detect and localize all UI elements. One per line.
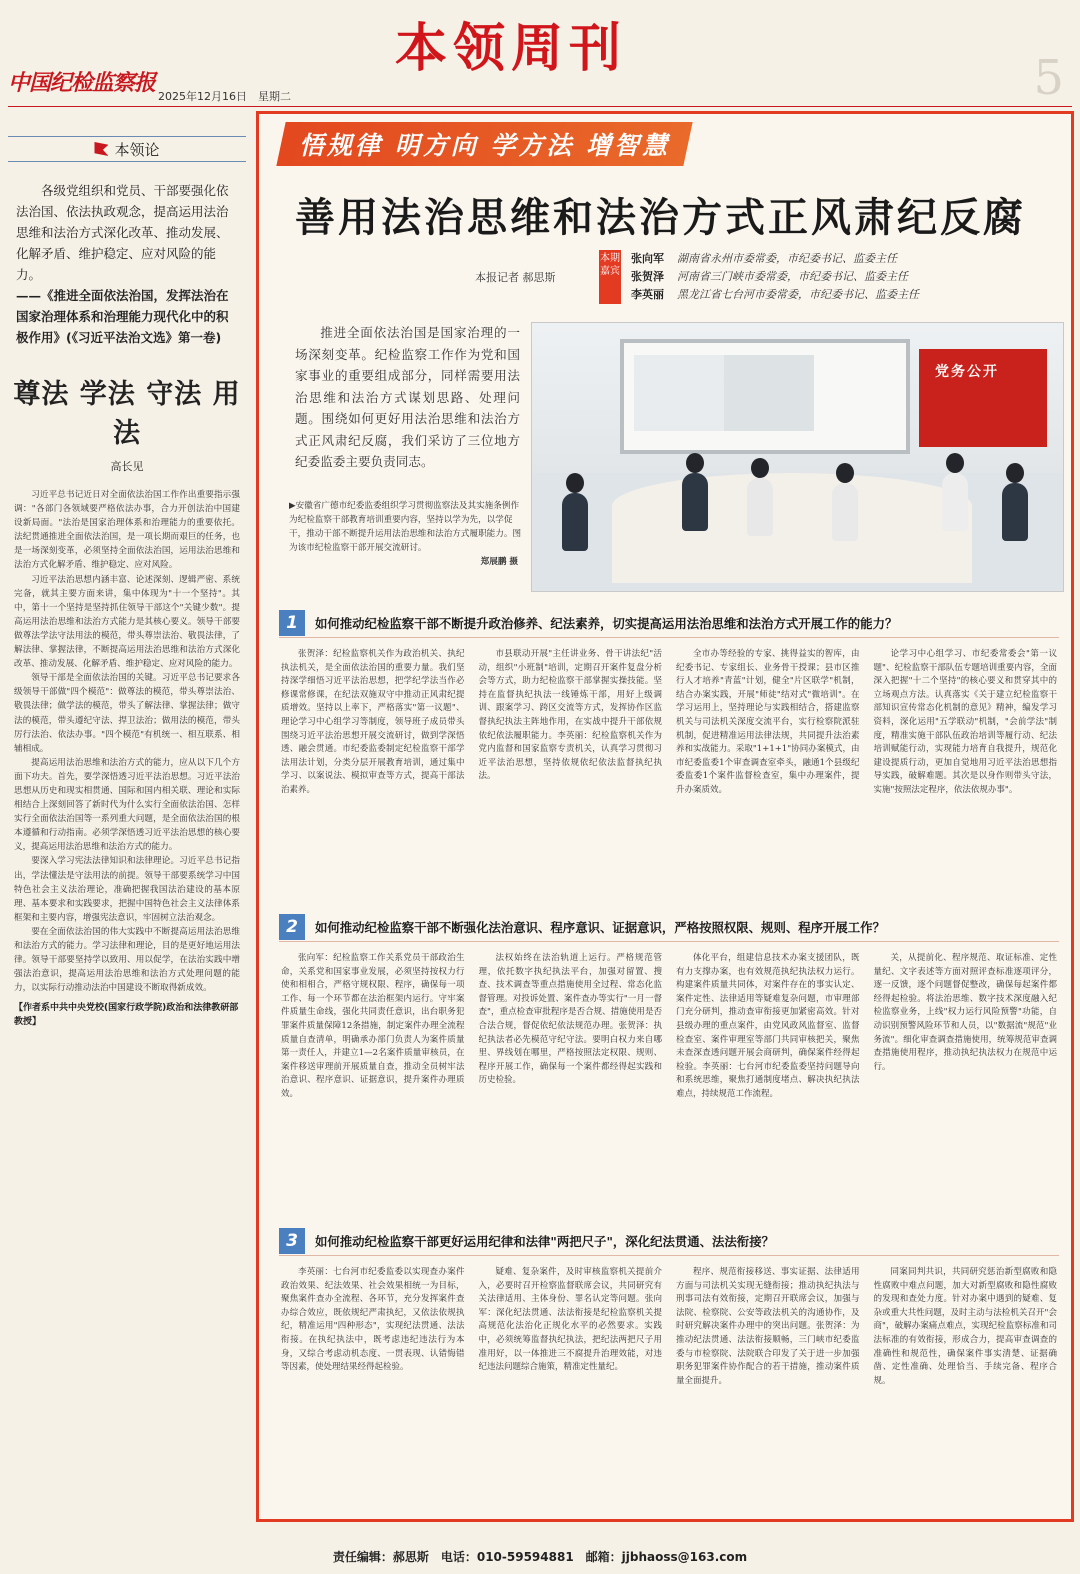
commentary-paragraph: 领导干部是全面依法治国的关键。习近平总书记要求各级领导干部做"四个模范"：做尊法的模范，带头尊崇法治、敬畏法律；做学法的模范，带头了解法律、掌握法律；做守法的模范，带头遵纪守法、捍卫法治；做用法的模范，带头厉行法治、依法办事。"四个模范"有机统一、相互联系、相辅相成。 [14, 673, 240, 754]
photo-credit: 郑展鹏 摄 [480, 557, 518, 567]
masthead-rule [8, 106, 1072, 107]
commentary-column [8, 136, 246, 1516]
question-text: 如何推动纪检监察干部更好运用纪律和法律"两把尺子"，深化纪法贯通、法法衔接？ [315, 1233, 774, 1249]
person [682, 473, 708, 531]
question-number: 2 [279, 914, 305, 940]
question-text: 如何推动纪检监察干部不断强化法治意识、程序意识、证据意识，严格按照权限、规则、程序开展工作？ [315, 919, 885, 935]
question-heading [279, 608, 1059, 638]
commentary-paragraph: 习近平总书记近日对全面依法治国工作作出重要指示强调："各部门各领域要严格依法办事，合力开创法治中国建设新局面。"法治是国家治理体系和治理能力的重要依托。法纪贯通推进全面依法治国，是一项长期而艰巨的任务，也是一场深刻变革，必须坚持全面依法治国，运用法治思维和法治方式化解矛盾、维护稳定、应对风险。 [14, 490, 240, 571]
answer-column [874, 952, 1058, 1214]
question-number: 3 [279, 1228, 305, 1254]
commentary-body [8, 488, 246, 995]
question-text: 如何推动纪检监察干部不断提升政治修养、纪法素养，切实提高运用法治思维和法治方式开展工作的能力？ [315, 615, 898, 631]
meeting-photo [531, 322, 1064, 592]
answer-column [676, 1266, 860, 1516]
article-headline: 善用法治思维和法治方式正风肃纪反腐 [295, 194, 1026, 241]
guest-title: 河南省三门峡市委常委，市纪委书记、监委主任 [677, 270, 908, 283]
answer-text: 李英丽：七台河市纪委监委以实现查办案件政治效果、纪法效果、社会效果相统一为目标，聚焦案件查办全流程、各环节，充分发挥案件查办综合效应，既依规纪严肃执纪，又依法依规执纪，精准运用"四种形态"，实现纪法贯通、法法衔接。在执纪执法中，既考虑违纪违法行为本身，又综合考虑动机态度、一贯表现、认错悔错等因素，使处理结果经得起检验。 [281, 1267, 465, 1373]
guest-item [631, 286, 919, 304]
wall-sign-text: 党务公开 [935, 364, 999, 380]
guest-name: 张贺泽 [631, 270, 664, 283]
answer-text: 法权始终在法治轨道上运行。严格规范管理，依托数字执纪执法平台，加强对留置、搜查、技术调查等重点措施使用全过程、常态化监督管理。对投诉处置、案件查办等实行"一月一督查"，重点检查审批程序是否合规、措施使用是否合法合规，督促依纪依法规范办理。张贺泽：执纪执法者必先模范守纪守法。要明白权力来自哪里、界线划在哪里，严格按照法定权限、规则、程序开展工作，确保每一个案件都经得起实践和历史检验。 [478, 953, 662, 1086]
answer-text: 体化平台，组建信息技术办案支援团队，既有力支撑办案，也有效规范执纪执法权力运行。构建案件质量共同体，对案件存在的事实认定、案件定性、法律适用等疑难复杂问题，市审理部门充分研判，推动查审衔接更加紧密高效。针对县级办理的重点案件，由党风政风监督室、监督检查室、案件审理室等部门共同审核把关，聚焦未查深查透问题开展会商研判，确保案件经得起检验。李英丽：七台河市纪委监委坚持问题导向和系统思维，聚焦打通制度堵点、解决执纪执法难点，持续规范工作流程。 [676, 953, 860, 1099]
guest-name: 张向军 [631, 252, 664, 265]
guest-item [631, 250, 919, 268]
answer-column [281, 648, 465, 898]
person-head [686, 453, 704, 473]
answer-columns [281, 648, 1057, 898]
person-head [1006, 463, 1024, 483]
person [942, 473, 968, 531]
conference-table [612, 473, 972, 583]
commentary-title: 尊法 学法 守法 用法 [13, 379, 241, 449]
answer-text: 市县联动开展"主任讲业务、骨干讲法纪"活动，组织"小班制"培训，定期召开案件复盘分析会等方式，助力纪检监察干部掌握实操技能。坚持在监督执纪执法一线锤炼干部，用好上级调训、跟案学习、跨区交流等方式，发挥协作区监督执纪执法主阵地作用，在实战中提升干部依规依纪依法履职能力。李英丽：纪检监察机关作为党内监督和国家监察专责机关，认真学习贯彻习近平法治思想，坚持依规依纪依法监督执纪执法。 [478, 649, 662, 782]
answer-text: 张贺泽：纪检监察机关作为政治机关、执纪执法机关，是全面依法治国的重要力量。我们坚持深学细悟习近平法治思想，把学纪学法当作必修课常修课，在纪法双施双守中推动正风肃纪提质增效。坚持以上率下，严格落实"第一议题"、理论学习中心组学习等制度，领导班子成员带头围绕习近平法治思想开展交流研讨，做到学深悟透、融会贯通。市纪委监委制定纪检监察干部学法用法计划，分类分层开展教育培训，通过集中学习、以案说法、模拟审查等方式，提高干部法治素养。 [281, 649, 465, 795]
answer-column [281, 1266, 465, 1516]
person [747, 478, 773, 536]
flag-icon [94, 142, 108, 156]
question-number: 1 [279, 610, 305, 636]
guest-title: 湖南省永州市委常委，市纪委书记、监委主任 [677, 252, 897, 265]
section-title: 本领周刊 [395, 19, 628, 79]
answer-text: 同案同判共识，共同研究惩治新型腐败和隐性腐败中难点问题，加大对新型腐败和隐性腐败的发现和查处力度。针对办案中遇到的疑难、复杂或重大共性问题，及时主动与法检机关召开"会商"，破解办案痛点难点，实现纪检监察标准和司法标准的有效衔接，形成合力，提高审查调查的准确性和规范性，确保案件事实清楚、证据确凿、定性准确、处理恰当、手续完备、程序合规。 [873, 1267, 1057, 1386]
commentary-paragraph: 提高运用法治思维和法治方式的能力，应从以下几个方面下功夫。首先，要学深悟透习近平法治思想。习近平法治思想从历史和现实相贯通、国际和国内相关联、理论和实际相结合上深刻回答了新时代为什么实行全面依法治国、怎样实行全面依法治国等一系列重大问题，是全面依法治国的根本遵循和行动指南。必须学深悟透习近平法治思想的核心要义，提高运用法治思维和法治方式的能力。 [14, 757, 240, 853]
byline: 本报记者 郝思斯 [475, 271, 556, 284]
commentary-author: 高长见 [110, 460, 144, 473]
photo-caption [289, 499, 524, 569]
answer-column [676, 952, 860, 1214]
answer-column [874, 648, 1058, 898]
masthead [0, 0, 1080, 106]
answer-text: 关，从提前化、程序规范、取证标准、定性量纪、文字表述等方面对照评查标准逐项评分，逐一反馈，逐个问题督促整改，确保每起案件都经得起检验。将法治思维、数字技术深度融入纪检监察业务，上线"权力运行风险预警"功能，自动识别预警风险环节和人员，以"数据流"规范"业务流"。细化审查调查措施使用，统筹规范审查调查措施使用程序，推动执纪执法权力在规范中运行。 [873, 953, 1057, 1072]
answer-column [874, 1266, 1058, 1516]
column-tag [8, 136, 246, 162]
page-number: 5 [1033, 50, 1064, 106]
answer-column [281, 952, 465, 1214]
person [1002, 483, 1028, 541]
newspaper-logo: 中国纪检监察报 [8, 70, 156, 96]
guest-item [631, 268, 919, 286]
person [562, 493, 588, 551]
feature-banner [276, 122, 692, 166]
person-head [946, 453, 964, 473]
caption-text: ▶安徽省广德市纪委监委组织学习贯彻监察法及其实施条例作为纪检监察干部教育培训重要内容，坚持以学为先，以学促干，推动干部不断提升运用法治思维和法治方式履职能力。图为该市纪检监察干部开展交流研讨。 [289, 501, 522, 553]
article-intro: 推进全面依法治国是国家治理的一场深刻变革。纪检监察工作作为党和国家事业的重要组成部分，同样需要用法治思维和法治方式谋划思路、处理问题。围绕如何更好用法治思维和法治方式正风肃纪反腐，我们采访了三位地方纪委监委主要负责同志。 [295, 325, 520, 469]
answer-column [676, 648, 860, 898]
answer-text: 疑难、复杂案件，及时审核监察机关提前介入，必要时召开检察监督联席会议，共同研究有关法律适用、主体身份、罪名认定等问题。张向军：深化纪法贯通、法法衔接是纪检监察机关提高规范化法治化正规化水平的必然要求。实践中，必须统筹监督执纪执法，把纪法两把尺子用准用好，以一体推进三不腐提升治理效能，对违纪违法问题综合施策，精准定性量纪。 [478, 1267, 662, 1373]
answer-column [479, 1266, 663, 1516]
author-note: 【作者系中共中央党校(国家行政学院)政治和法律教研部教授】 [14, 1003, 239, 1028]
answer-column [479, 648, 663, 898]
lead-quote: 各级党组织和党员、干部要强化依法治国、依法执政观念，提高运用法治思维和法治方式深化改革、推动发展、化解矛盾、维护稳定、应对风险的能力。 [16, 183, 229, 282]
person-head [566, 473, 584, 493]
person-head [751, 458, 769, 478]
feature-article [256, 111, 1074, 1522]
answer-text: 论学习中心组学习、市纪委常委会"第一议题"、纪检监察干部队伍专题培训重要内容，全面深入把握"十二个坚持"的核心要义和贯穿其中的立场观点方法。认真落实《关于建立纪检监察干部知识宣传常态化机制的意见》精神，编发学习资料，深化运用"五学联动"机制，"会前学法"制度，精准实施干部队伍政治培训等履行动、纪法培训赋能行动，实现能力培育自我提升，规范化建设提质行动，更加自觉地用习近平法治思想指导实践，破解难题。其次是以身作则带头守法，实施"按照法定程序，依法依规办事"。 [873, 649, 1057, 795]
wall-sign [919, 349, 1047, 447]
banner-text: 悟规律 明方向 学方法 增智慧 [299, 131, 671, 160]
guest-name: 李英丽 [631, 288, 664, 301]
answer-text: 全市办等经验的专家、挑得益实的智库，由纪委书记、专家组长、业务骨干授课；县市区推行人才培养"青蓝"计划，健全"片区联学"机制，结合办案实践，开展"师徒"结对式"微培训"。在学习运用上，坚持理论与实践相结合，搭建监察机关与司法机关深度交流平台，实行检察院派驻机制，促进精准运用法律法规，共同提升法治素养和实战能力。采取"1+1+1"协同办案模式，由市纪委监委1个审查调查室牵头，融通1个县级纪委监委1个案件监督检查室，集中办理案件，提升办案质效。 [676, 649, 860, 795]
presentation-screen [620, 339, 910, 454]
guest-label: 本期嘉宾 [599, 250, 621, 304]
answer-text: 程序、规范衔接移送、事实证据、法律适用方面与司法机关实现无缝衔接；推动执纪执法与刑事司法有效衔接，定期召开联席会议，加强与法院、检察院、公安等政法机关的沟通协作，及时研究解决案件办理中的突出问题。张贺泽：为推动纪法贯通、法法衔接顺畅，三门峡市纪委监委与市检察院、法院联合印发了关于进一步加强职务犯罪案件协作配合的若干措施，推动案件质量全面提升。 [676, 1267, 860, 1386]
commentary-paragraph: 要深入学习宪法法律知识和法律理论。习近平总书记指出，学法懂法是守法用法的前提。领导干部要系统学习中国特色社会主义法治理论，准确把握我国法治建设的基本原理、基本要求和实践要求，把握中国特色社会主义法律体系框架和主要内容，增强宪法意识，牢固树立法治观念。 [14, 856, 240, 923]
answer-column [479, 952, 663, 1214]
guest-list [631, 250, 919, 304]
question-heading [279, 912, 1059, 942]
question-heading [279, 1226, 1059, 1256]
answer-text: 张向军：纪检监察工作关系党员干部政治生命，关系党和国家事业发展，必须坚持按权力行使和相相合，严格守规权限、程序，确保每一项工作、每一个环节都在法治框架内运行。守牢案件质量生命线，强化共同责任意识，出台职务犯罪案件质量保障12条措施，制定案件办理全流程质量自查清单，明确承办部门负责人为案件质量第一责任人，并建立1—2名案件质量审核员，在案件移送审理前开展质量自查，推动全员树牢法治意识、程序意识、证据意识，提升案件办理质效。 [281, 953, 465, 1099]
column-tag-label: 本领论 [114, 140, 160, 159]
answer-columns [281, 1266, 1057, 1516]
answer-columns [281, 952, 1057, 1214]
issue-date: 2025年12月16日 星期二 [158, 90, 291, 103]
guest-title: 黑龙江省七台河市委常委，市纪委书记、监委主任 [677, 288, 919, 301]
commentary-paragraph: 要在全面依法治国的伟大实践中不断提高运用法治思维和法治方式的能力。学习法律和理论，目的是更好地运用法律。领导干部要坚持学以致用、用以促学，在法治实践中增强法治意识，提高运用法治思维和法治方式处理问题的能力，以实际行动推动法治中国建设不断取得新成效。 [14, 926, 240, 994]
person-head [836, 463, 854, 483]
commentary-paragraph: 习近平法治思想内涵丰富、论述深刻、逻辑严密、系统完备，就其主要方面来讲，集中体现为"十一个坚持"。其中，第十一个坚持是坚持抓住领导干部这个"关键少数"。提高运用法治思维和法治方式能力是其核心要义。领导干部要做尊法学法守法用法的模范，带头尊崇法治、敬畏法律，了解法律、掌握法律，不断提高运用法治思维和法治方式深化改革、推动发展、化解矛盾、维护稳定、应对风险的能力。 [14, 574, 240, 670]
person [832, 483, 858, 541]
page-footer: 责任编辑：郝思斯 电话：010-59594881 邮箱：jjbhaoss@163.com [332, 1550, 748, 1564]
lead-quote-source: ——《推进全面依法治国，发挥法治在国家治理体系和治理能力现代化中的积极作用》(《习近平法治文选》第一卷) [16, 288, 229, 345]
